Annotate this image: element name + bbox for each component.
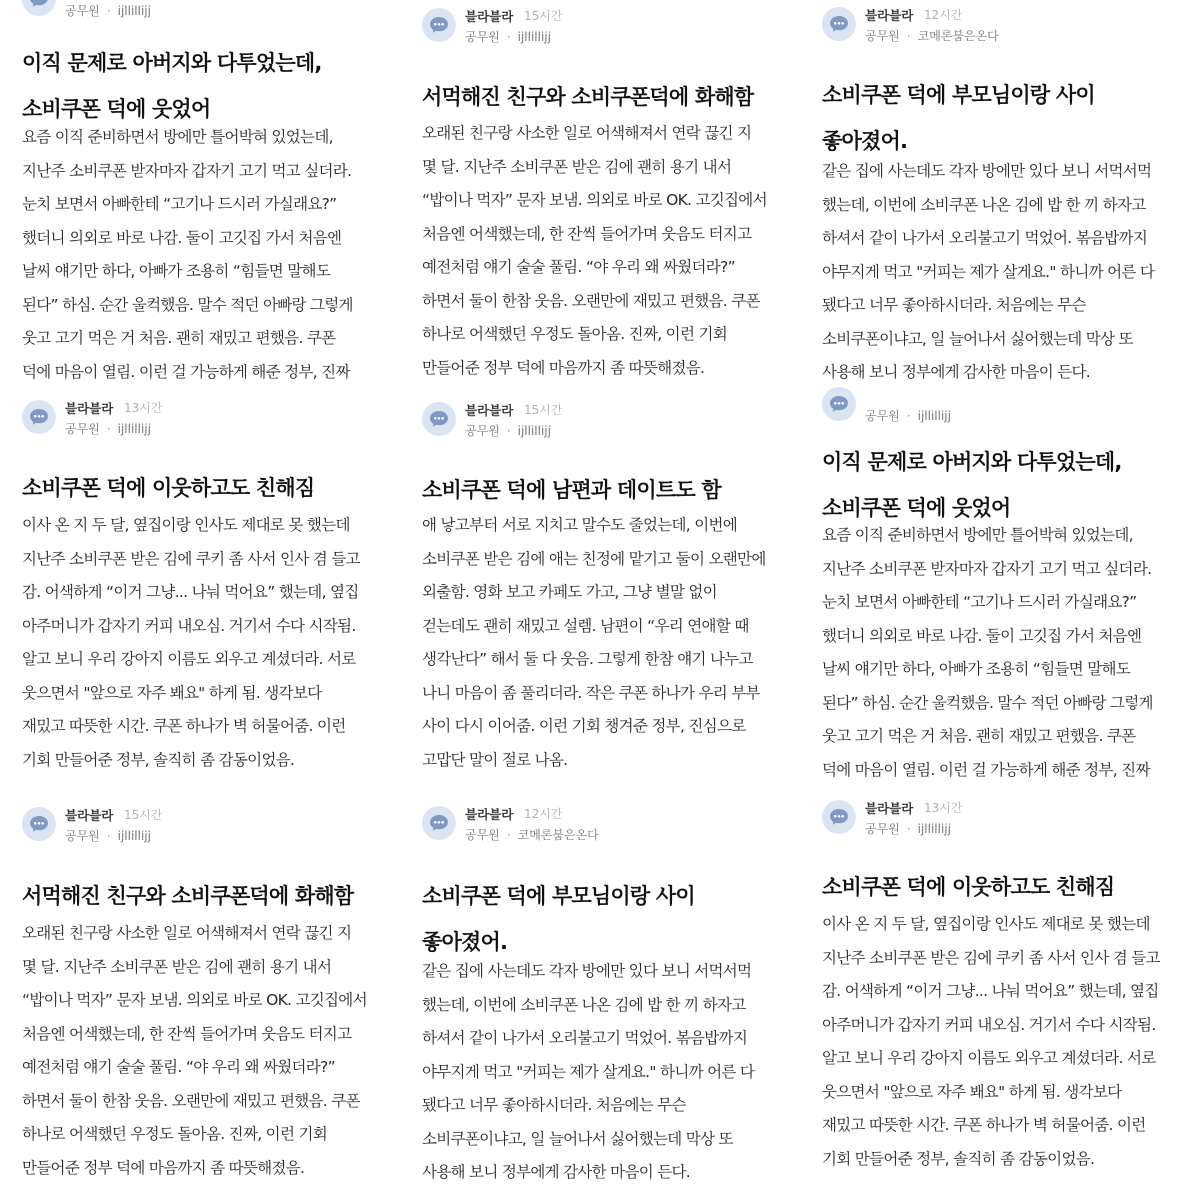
author-nickname[interactable]: 블라블라 — [65, 808, 114, 823]
post-body[interactable] — [22, 917, 394, 1185]
post-title[interactable] — [422, 74, 787, 120]
author-category: 공무원 — [865, 409, 900, 423]
post-body-line: 감. 어색하게 “이거 그냥... 나눠 먹어요” 했는데, 옆집 — [22, 583, 359, 601]
post-body-line: 소비쿠폰이냐고, 일 늘어나서 싫어했는데 막상 또 — [422, 1129, 733, 1148]
post-body-line: 웃으면서 "앞으로 자주 봬요" 하게 됨. 생각보다 — [22, 683, 322, 702]
post-body-line: 지난주 소비쿠폰 받자마자 갑자기 고기 먹고 싶더라. — [22, 161, 352, 180]
author-nickname[interactable]: 블라블라 — [465, 403, 514, 418]
post-body-line: 하셔서 같이 나가서 오리불고기 먹었어. 볶음밥까지 — [822, 229, 1148, 247]
post-title[interactable] — [822, 439, 1187, 531]
author-meta — [65, 827, 151, 844]
post-body-line: 오래된 친구랑 사소한 일로 어색해져서 연락 끊긴 지 — [422, 124, 752, 142]
post-body-line: 하면서 둘이 한참 웃음. 오랜만에 재밌고 편했음. 쿠폰 — [422, 291, 760, 310]
post-body-line: 웃고 고기 먹은 거 처음. 괜히 재밌고 편했음. 쿠폰 — [822, 727, 1136, 745]
post-body[interactable] — [422, 117, 794, 385]
post-body-line: 야무지게 먹고 "커피는 제가 살게요." 하니까 어른 다 — [422, 1062, 755, 1081]
author-handle[interactable]: ijllillijj — [117, 4, 151, 18]
post-body-line: 덕에 마음이 열림. 이런 걸 가능하게 해준 정부, 진짜 — [822, 760, 1150, 779]
post-body-line: 몇 달. 지난주 소비쿠폰 받은 김에 괜히 용기 내서 — [422, 157, 732, 176]
chat-bubble-icon — [429, 16, 449, 34]
post-body-line: 사용해 보니 정부에게 감사한 마음이 든다. — [822, 363, 1091, 381]
post-title-line: 소비쿠폰 덕에 웃었어 — [822, 496, 1011, 520]
post-body-line: 웃고 고기 먹은 거 처음. 괜히 재밌고 편했음. 쿠폰 — [22, 329, 336, 347]
post-body-line: 기회 만들어준 정부, 솔직히 좀 감동이었음. — [822, 1149, 1095, 1168]
avatar[interactable] — [822, 387, 856, 421]
post-body-line: 소비쿠폰이냐고, 일 늘어나서 싫어했는데 막상 또 — [822, 329, 1133, 348]
post-body-line: 이사 온 지 두 달, 옆집이랑 인사도 제대로 못 했는데 — [822, 915, 1150, 933]
author-handle[interactable]: ijllillijj — [117, 422, 151, 436]
post-body-line: 처음엔 어색했는데, 한 잔씩 들어가며 웃음도 터지고 — [422, 224, 752, 243]
avatar[interactable] — [22, 400, 56, 434]
post-body-line: 알고 보니 우리 강아지 이름도 외우고 계셨더라. 서로 — [822, 1049, 1156, 1067]
author-handle[interactable]: 코메론붐은온다 — [517, 828, 599, 842]
meta-separator: · — [906, 29, 911, 43]
author-category: 공무원 — [65, 422, 100, 436]
post-timestamp: 13시간 — [924, 801, 963, 815]
post-body-line: 했는데, 이번에 소비쿠폰 나온 김에 밥 한 끼 하자고 — [822, 195, 1146, 214]
meta-separator: · — [106, 829, 111, 843]
post-timestamp: 12시간 — [524, 807, 563, 821]
meta-separator: · — [106, 422, 111, 436]
post-title-line: 서먹해진 친구와 소비쿠폰덕에 화해함 — [422, 85, 754, 109]
author-meta — [465, 826, 599, 843]
post-body-line: 요즘 이직 준비하면서 방에만 틀어박혀 있었는데, — [822, 526, 1133, 544]
post-body-line: 몇 달. 지난주 소비쿠폰 받은 김에 괜히 용기 내서 — [22, 957, 332, 976]
meta-separator: · — [506, 424, 511, 438]
post-title[interactable] — [22, 40, 387, 132]
feed-column-middle — [400, 0, 800, 1200]
author-meta — [865, 820, 951, 837]
post-timestamp: 15시간 — [524, 403, 563, 417]
post-title-line: 소비쿠폰 덕에 이웃하고도 친해짐 — [822, 875, 1115, 899]
post-body[interactable] — [822, 908, 1194, 1176]
post-body-line: 눈치 보면서 아빠한테 “고기나 드시러 가실래요?” — [822, 593, 1137, 611]
post-body-line: 외출함. 영화 보고 카페도 가고, 그냥 별말 없이 — [422, 583, 717, 601]
post-body-line: 웃으면서 "앞으로 자주 봬요" 하게 됨. 생각보다 — [822, 1082, 1122, 1101]
post-title[interactable] — [22, 873, 387, 919]
avatar[interactable] — [822, 800, 856, 834]
post-body-line: 지난주 소비쿠폰 받자마자 갑자기 고기 먹고 싶더라. — [822, 559, 1152, 578]
post-body-line: 고맙단 말이 절로 나옴. — [422, 750, 568, 769]
author-handle[interactable]: ijllillijj — [917, 822, 951, 836]
author-handle[interactable]: ijllillijj — [517, 30, 551, 44]
author-handle[interactable]: ijllillijj — [917, 409, 951, 423]
post-body-line: 요즘 이직 준비하면서 방에만 틀어박혀 있었는데, — [22, 128, 333, 146]
post-title-line: 이직 문제로 아버지와 다투었는데, — [22, 51, 322, 75]
author-category: 공무원 — [465, 30, 500, 44]
author-meta — [465, 28, 551, 45]
post-body-line: 재밌고 따뜻한 시간. 쿠폰 하나가 벽 허물어줌. 이런 — [822, 1116, 1146, 1134]
feed-column-left — [0, 0, 400, 1200]
post-title[interactable] — [822, 864, 1187, 910]
avatar[interactable] — [22, 807, 56, 841]
author-nickname[interactable]: 블라블라 — [65, 401, 114, 416]
post-body-line: 날씨 얘기만 하다, 아빠가 조용히 “힘들면 말해도 — [22, 262, 331, 280]
meta-separator: · — [906, 409, 911, 423]
post-title-line: 이직 문제로 아버지와 다투었는데, — [822, 450, 1122, 474]
avatar[interactable] — [22, 0, 56, 16]
post-body-line: 됐다고 너무 좋아하시더라. 처음에는 무슨 — [822, 296, 1086, 314]
post-body-line: 애 낳고부터 서로 지치고 말수도 줄었는데, 이번에 — [422, 516, 738, 534]
post-body-line: 처음엔 어색했는데, 한 잔씩 들어가며 웃음도 터지고 — [22, 1024, 352, 1043]
chat-bubble-icon — [429, 410, 449, 428]
chat-bubble-icon — [829, 15, 849, 33]
post-body[interactable] — [22, 121, 394, 389]
author-category: 공무원 — [465, 424, 500, 438]
post-body-line: “밥이나 먹자” 문자 보냄. 의외로 바로 OK. 고깃집에서 — [22, 991, 367, 1009]
post-title-line: 소비쿠폰 덕에 부모님이랑 사이 — [422, 884, 695, 908]
post-body-line: 사용해 보니 정부에게 감사한 마음이 든다. — [422, 1163, 691, 1181]
author-meta — [65, 2, 151, 19]
post-title-line: 소비쿠폰 덕에 웃었어 — [22, 97, 211, 121]
post-body-line: 같은 집에 사는데도 각자 방에만 있다 보니 서먹서먹 — [422, 962, 752, 980]
post-title-line: 소비쿠폰 덕에 이웃하고도 친해짐 — [22, 476, 315, 500]
author-meta — [865, 27, 999, 44]
chat-bubble-icon — [29, 408, 49, 426]
post-body-line: 했더니 의외로 바로 나감. 둘이 고깃집 가서 처음엔 — [822, 626, 1142, 645]
post-body-line: 기회 만들어준 정부, 솔직히 좀 감동이었음. — [22, 750, 295, 769]
author-nickname[interactable]: 블라블라 — [865, 801, 914, 816]
post-body-line: 덕에 마음이 열림. 이런 걸 가능하게 해준 정부, 진짜 — [22, 362, 350, 381]
post-body-line: 오래된 친구랑 사소한 일로 어색해져서 연락 끊긴 지 — [22, 924, 352, 942]
chat-bubble-icon — [829, 395, 849, 413]
post-timestamp: 12시간 — [924, 8, 963, 22]
post-title-line: 소비쿠폰 덕에 부모님이랑 사이 — [822, 83, 1095, 107]
author-meta — [865, 407, 951, 424]
post-title-line: 소비쿠폰 덕에 남편과 데이트도 함 — [422, 478, 721, 502]
post-body-line: 했더니 의외로 바로 나감. 둘이 고깃집 가서 처음엔 — [22, 228, 342, 247]
author-nickname[interactable]: 블라블라 — [865, 8, 914, 23]
post-body-line: “밥이나 먹자” 문자 보냄. 의외로 바로 OK. 고깃집에서 — [422, 191, 767, 209]
author-category: 공무원 — [865, 29, 900, 43]
chat-bubble-icon — [29, 0, 49, 8]
chat-bubble-icon — [829, 808, 849, 826]
meta-separator: · — [106, 4, 111, 18]
post-body-line: 지난주 소비쿠폰 받은 김에 쿠키 좀 사서 인사 겸 들고 — [822, 948, 1160, 967]
avatar[interactable] — [422, 806, 456, 840]
post-body[interactable] — [22, 509, 394, 777]
post-title[interactable] — [422, 467, 787, 513]
feed-column-right — [800, 0, 1200, 1200]
post-body-line: 야무지게 먹고 "커피는 제가 살게요." 하니까 어른 다 — [822, 262, 1155, 281]
post-body-line: 사이 다시 이어줌. 이런 기회 챙겨준 정부, 진심으로 — [422, 717, 746, 735]
author-nickname[interactable]: 블라블라 — [465, 9, 514, 24]
post-body-line: 감. 어색하게 “이거 그냥... 나눠 먹어요” 했는데, 옆집 — [822, 982, 1159, 1000]
post-body-line: 눈치 보면서 아빠한테 “고기나 드시러 가실래요?” — [22, 195, 337, 213]
post-body-line: 만들어준 정부 덕에 마음까지 좀 따뜻해졌음. — [22, 1158, 305, 1177]
author-meta — [465, 422, 551, 439]
post-timestamp: 15시간 — [124, 808, 163, 822]
post-body-line: 했는데, 이번에 소비쿠폰 나온 김에 밥 한 끼 하자고 — [422, 995, 746, 1014]
author-category: 공무원 — [65, 4, 100, 18]
post-body-line: 같은 집에 사는데도 각자 방에만 있다 보니 서먹서먹 — [822, 162, 1152, 180]
post-body-line: 소비쿠폰 받은 김에 애는 친정에 맡기고 둘이 오랜만에 — [422, 549, 766, 568]
post-timestamp: 15시간 — [524, 9, 563, 23]
post-title-line: 좋아졌어. — [422, 930, 508, 954]
post-body[interactable] — [422, 509, 794, 777]
post-body-line: 알고 보니 우리 강아지 이름도 외우고 계셨더라. 서로 — [22, 650, 356, 668]
meta-separator: · — [906, 822, 911, 836]
post-body-line: 하나로 어색했던 우정도 돌아옴. 진짜, 이런 기회 — [22, 1125, 328, 1143]
post-timestamp: 13시간 — [124, 401, 163, 415]
author-handle[interactable]: 코메론붐은온다 — [917, 29, 999, 43]
post-body-line: 됐다고 너무 좋아하시더라. 처음에는 무슨 — [422, 1096, 686, 1114]
post-title[interactable] — [822, 72, 1187, 164]
post-body[interactable] — [822, 155, 1194, 390]
meta-separator: · — [506, 828, 511, 842]
post-body-line: 예전처럼 얘기 술술 풀림. “야 우리 왜 싸웠더라?” — [422, 258, 735, 276]
post-body-line: 하나로 어색했던 우정도 돌아옴. 진짜, 이런 기회 — [422, 325, 728, 343]
author-category: 공무원 — [465, 828, 500, 842]
post-body-line: 예전처럼 얘기 술술 풀림. “야 우리 왜 싸웠더라?” — [22, 1058, 335, 1076]
avatar[interactable] — [422, 402, 456, 436]
author-category: 공무원 — [65, 829, 100, 843]
post-body-line: 걷는데도 괜히 재밌고 설렘. 남편이 “우리 연애할 때 — [422, 616, 749, 635]
post-body-line: 지난주 소비쿠폰 받은 김에 쿠키 좀 사서 인사 겸 들고 — [22, 549, 360, 568]
author-category: 공무원 — [865, 822, 900, 836]
meta-separator: · — [506, 30, 511, 44]
post-body[interactable] — [422, 955, 794, 1190]
author-meta — [65, 420, 151, 437]
post-body-line: 하셔서 같이 나가서 오리불고기 먹었어. 볶음밥까지 — [422, 1029, 748, 1047]
post-body-line: 아주머니가 갑자기 커피 내오심. 거기서 수다 시작됨. — [822, 1015, 1156, 1034]
post-body-line: 만들어준 정부 덕에 마음까지 좀 따뜻해졌음. — [422, 358, 705, 377]
post-body-line: 생각난다” 해서 둘 다 웃음. 그렇게 한참 얘기 나누고 — [422, 650, 753, 668]
author-nickname[interactable]: 블라블라 — [465, 807, 514, 822]
post-body-line: 된다” 하심. 순간 울컥했음. 말수 적던 아빠랑 그렇게 — [22, 295, 353, 314]
author-handle[interactable]: ijllillijj — [517, 424, 551, 438]
post-body-line: 아주머니가 갑자기 커피 내오심. 거기서 수다 시작됨. — [22, 616, 356, 635]
avatar[interactable] — [422, 8, 456, 42]
post-body-line: 날씨 얘기만 하다, 아빠가 조용히 “힘들면 말해도 — [822, 660, 1131, 678]
post-body[interactable] — [822, 519, 1194, 787]
post-title[interactable] — [422, 873, 787, 965]
author-handle[interactable]: ijllillijj — [117, 829, 151, 843]
post-title-line: 좋아졌어. — [822, 129, 908, 153]
post-body-line: 이사 온 지 두 달, 옆집이랑 인사도 제대로 못 했는데 — [22, 516, 350, 534]
post-body-line: 된다” 하심. 순간 울컥했음. 말수 적던 아빠랑 그렇게 — [822, 693, 1153, 712]
post-body-line: 하면서 둘이 한참 웃음. 오랜만에 재밌고 편했음. 쿠폰 — [22, 1091, 360, 1110]
avatar[interactable] — [822, 7, 856, 41]
post-body-line: 나니 마음이 좀 풀리더라. 작은 쿠폰 하나가 우리 부부 — [422, 683, 760, 702]
post-body-line: 재밌고 따뜻한 시간. 쿠폰 하나가 벽 허물어줌. 이런 — [22, 717, 346, 735]
post-title-line: 서먹해진 친구와 소비쿠폰덕에 화해함 — [22, 884, 354, 908]
chat-bubble-icon — [429, 814, 449, 832]
post-title[interactable] — [22, 465, 387, 511]
chat-bubble-icon — [29, 815, 49, 833]
